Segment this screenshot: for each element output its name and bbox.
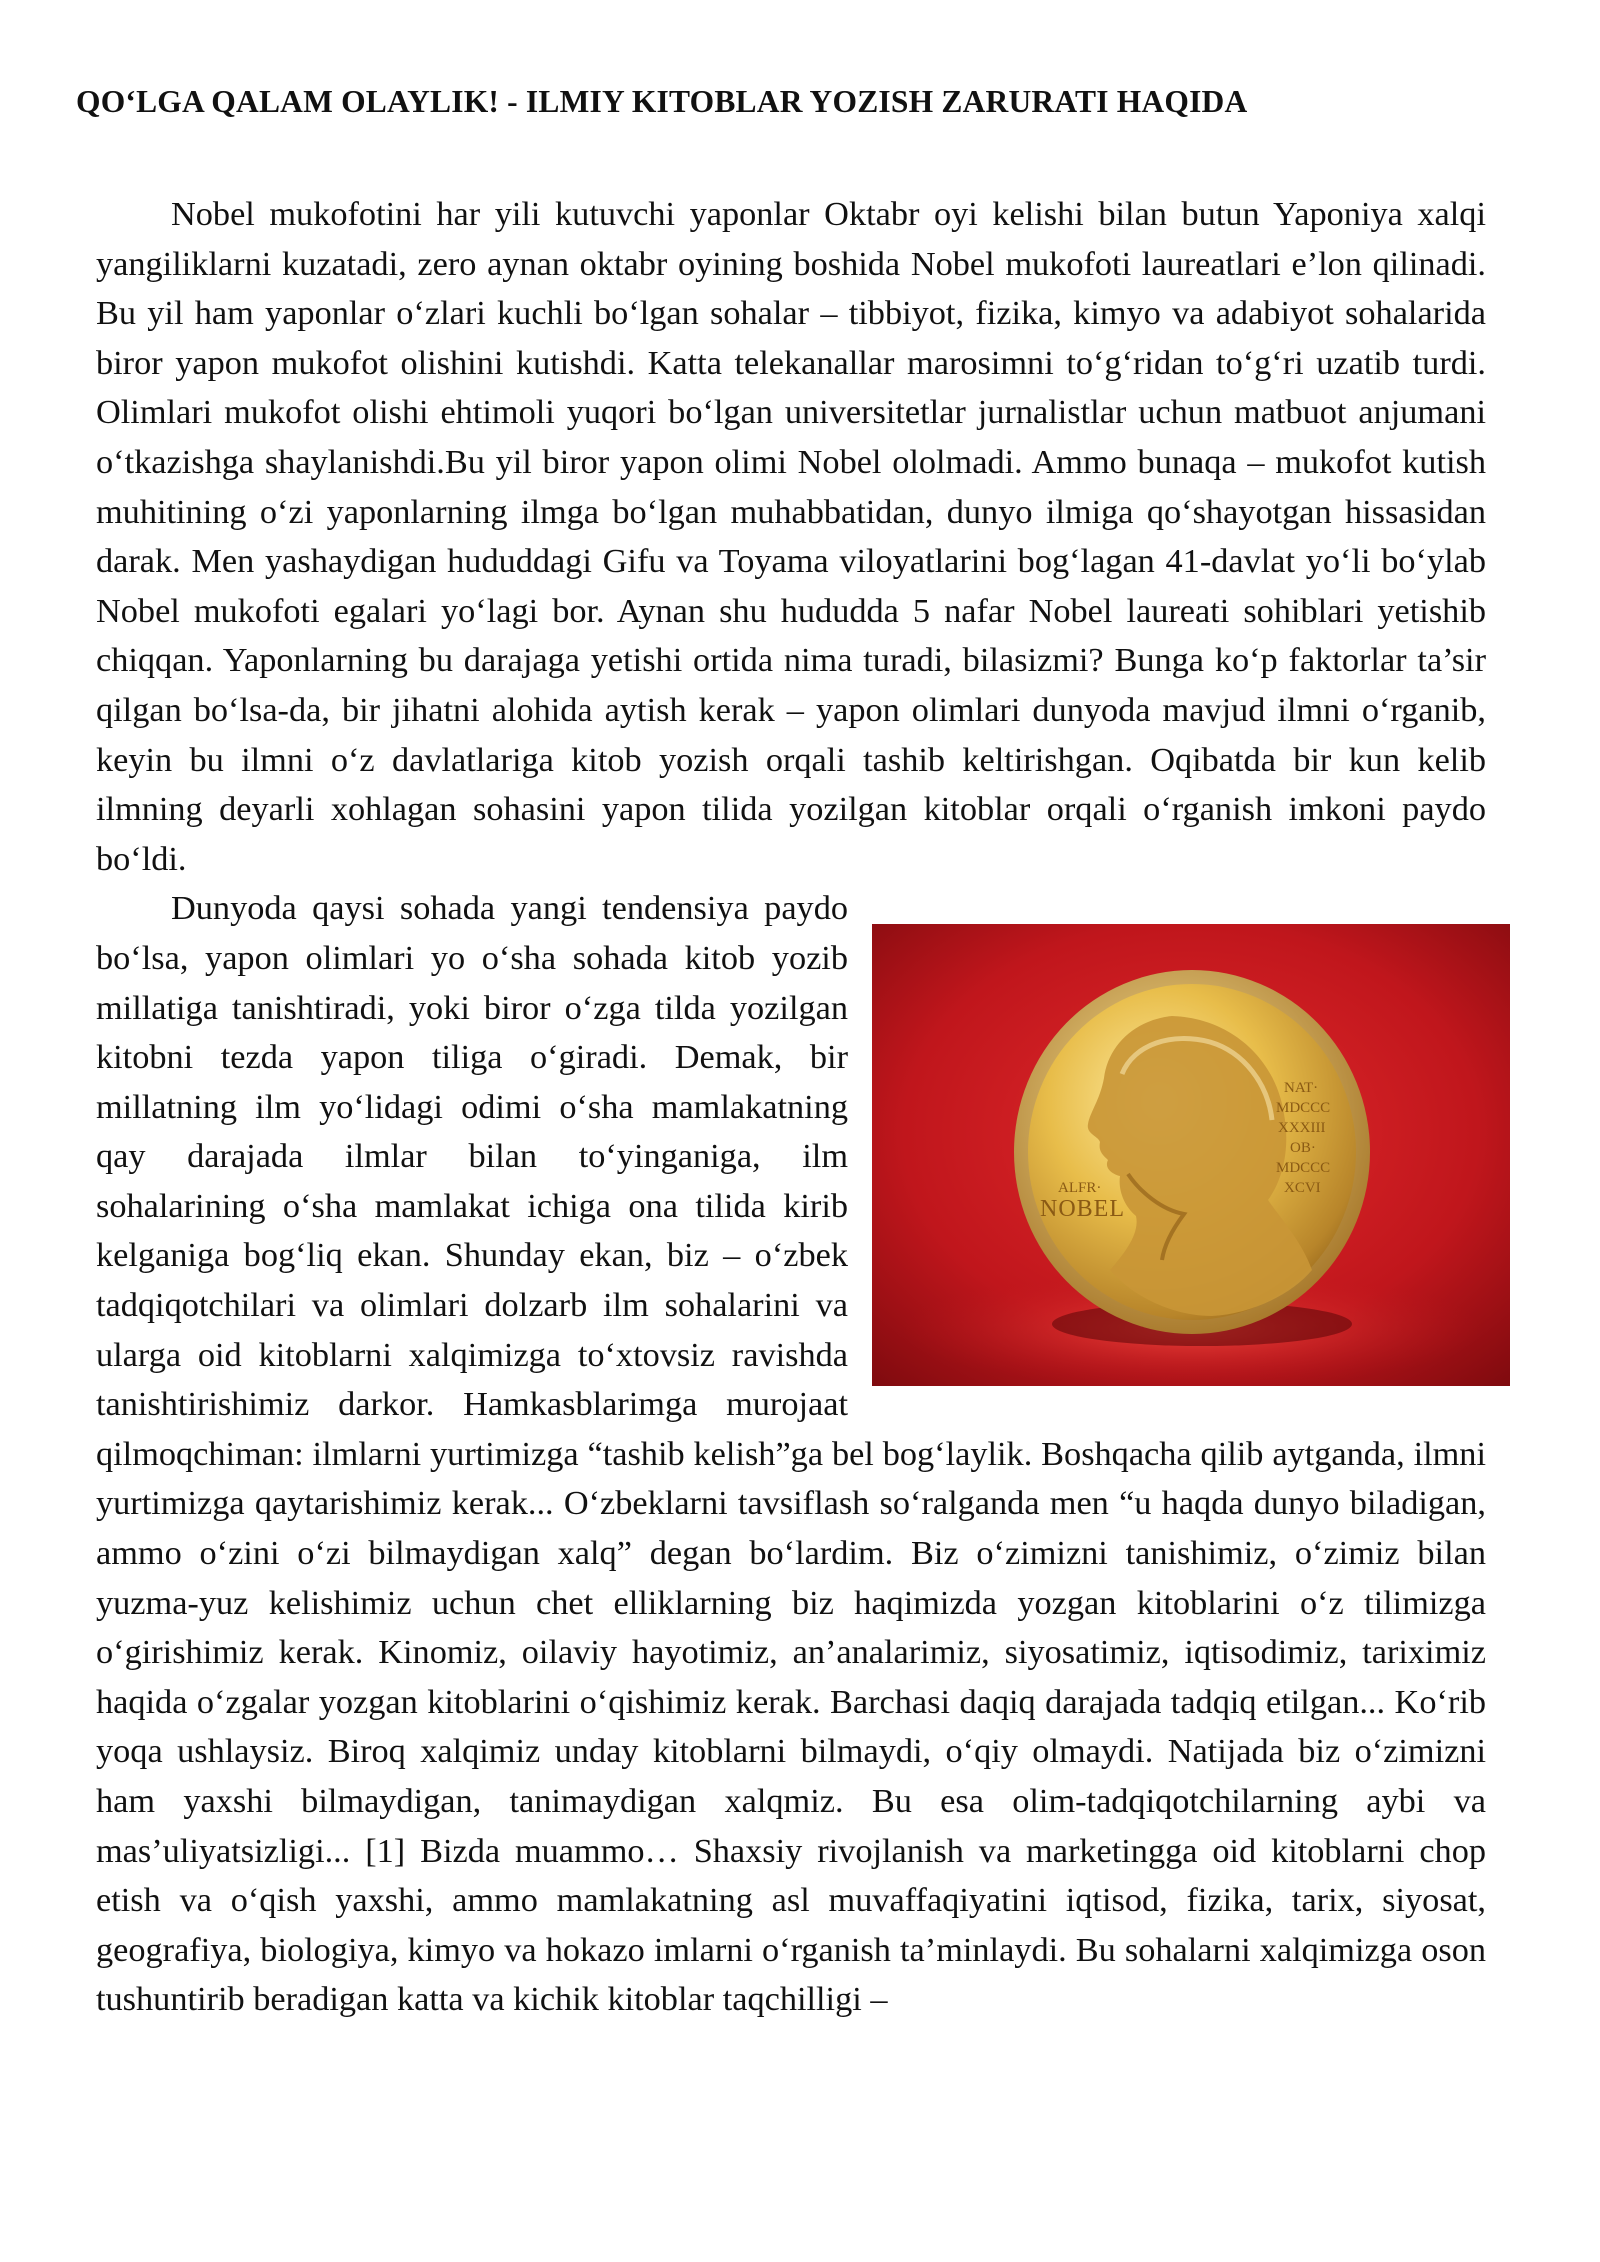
nobel-medal-image <box>872 924 1510 1386</box>
inscription-line-3: XXXIII <box>1278 1120 1326 1137</box>
inscription-line-1: NAT· <box>1284 1080 1319 1097</box>
paragraph-2: Dunyoda qaysi sohada yangi tendensiya paydo bo‘lsa, yapon olimlari yo o‘sha sohada kitob yozib millatiga tanishtiradi, yoki biror o‘zga tilda yozilgan kitobni tezda yapon tiliga o‘giradi. Demak, bir millatning ilm yo‘lidagi odimi o‘sha mamlakatning qay darajada ilmlar bilan to‘yinganiga, ilm sohalarining o‘sha mamlakat ichiga ona tilida kirib kelganiga bog‘liq ekan. Shunday ekan, biz – o‘zbek tadqiqotchilari va olimlari dolzarb ilm sohalarini va ularga oid kitoblarni xalqimizga to‘xtovsiz ravishda tanishtirishimiz darkor. Hamkasblarimga murojaat qilmoqchiman: ilmlarni yurtimizga “tashib kelish”ga bel bog‘laylik. Boshqacha qilib aytganda, ilmni yurtimizga qaytarishimiz kerak... O‘zbeklarni tavsiflash so‘ralganda men “u haqda dunyo biladigan, ammo o‘zini o‘zi bilmaydigan xalq” degan bo‘lardim. Biz o‘zimizni tanishimiz, o‘zimiz bilan yuzma-yuz kelishimiz uchun chet elliklarning biz haqimizda yozgan kitoblarini o‘z tilimizga o‘girishimiz kerak. Kinomiz, oilaviy hayotimiz, an’analarimiz, siyosatimiz, iqtisodimiz, tariximiz haqida o‘zgalar yozgan kitoblarini o‘qishimiz kerak. Barchasi daqiq darajada tadqiq etilgan... Ko‘rib yoqa ushlaysiz. Biroq xalqimiz unday kitoblarni bilmaydi, o‘qiy olmaydi. Natijada biz o‘zimizni ham yaxshi bilmaydigan, tanimaydigan xalqmiz. Bu esa olim-tadqiqotchilarning aybi va mas’uliyatsizligi... [1] Bizda muammo… Shaxsiy rivojlanish va marketingga oid kitoblarni chop etish va o‘qish yaxshi, ammo mamlakatning asl muvaffaqiyatini iqtisod, fizika, tarix, siyosat, geografiya, biologiya, kimyo va hokazo imlarni o‘rganish ta’minlaydi. Bu sohalarni xalqimizga oson tushuntirib beradigan katta va kichik kitoblar taqchilligi – <box>96 889 1486 2019</box>
inscription-line-6: XCVI <box>1284 1180 1321 1197</box>
nobel-medal-illustration <box>872 924 1510 1386</box>
medal-nobel-label: NOBEL <box>1040 1196 1125 1223</box>
inscription-line-2: MDCCC <box>1276 1100 1331 1117</box>
document-title: QO‘LGA QALAM OLAYLIK! - ILMIY KITOBLAR YOZISH ZARURATI HAQIDA <box>76 84 1248 119</box>
inscription-line-4: OB· <box>1290 1140 1316 1157</box>
paragraph-1: Nobel mukofotini har yili kutuvchi yaponlar Oktabr oyi kelishi bilan butun Yaponiya xalqi yangiliklarni kuzatadi, zero aynan oktabr oyining boshida Nobel mukofoti laureatlari e’lon qilinadi. Bu yil ham yaponlar o‘zlari kuchli bo‘lgan sohalar – tibbiyot, fizika, kimyo va adabiyot sohalarida biror yapon mukofot olishini kutishdi. Katta telekanallar marosimni to‘g‘ridan to‘g‘ri uzatib turdi. Olimlari mukofot olishi ehtimoli yuqori bo‘lgan universitetlar jurnalistlar uchun matbuot anjumani o‘tkazishga shaylanishdi.Bu yil biror yapon olimi Nobel ololmadi. Ammo bunaqa – mukofot kutish muhitining o‘zi yaponlarning ilmga bo‘lgan muhabbatidan, dunyo ilmiga qo‘shayotgan hissasidan darak. Men yashaydigan hududdagi Gifu va Toyama viloyatlarini bog‘lagan 41-davlat yo‘li bo‘ylab Nobel mukofoti egalari yo‘lagi bor. Aynan shu hududda 5 nafar Nobel laureati sohiblari yetishib chiqqan. Yaponlarning bu darajaga yetishi ortida nima turadi, bilasizmi? Bunga ko‘p faktorlar ta’sir qilgan bo‘lsa-da, bir jihatni alohida aytish kerak – yapon olimlari dunyoda mavjud ilmni o‘rganib, keyin bu ilmni o‘z davlatlariga kitob yozish orqali tashib keltirishgan. Oqibatda bir kun kelib ilmning deyarli xohlagan sohasini yapon tilida yozilgan kitoblar orqali o‘rganish imkoni paydo bo‘ldi. <box>96 195 1486 878</box>
left-inscription-label: ALFR· <box>1058 1180 1102 1197</box>
inscription-line-5: MDCCC <box>1276 1160 1331 1177</box>
document-body <box>96 190 1486 2025</box>
